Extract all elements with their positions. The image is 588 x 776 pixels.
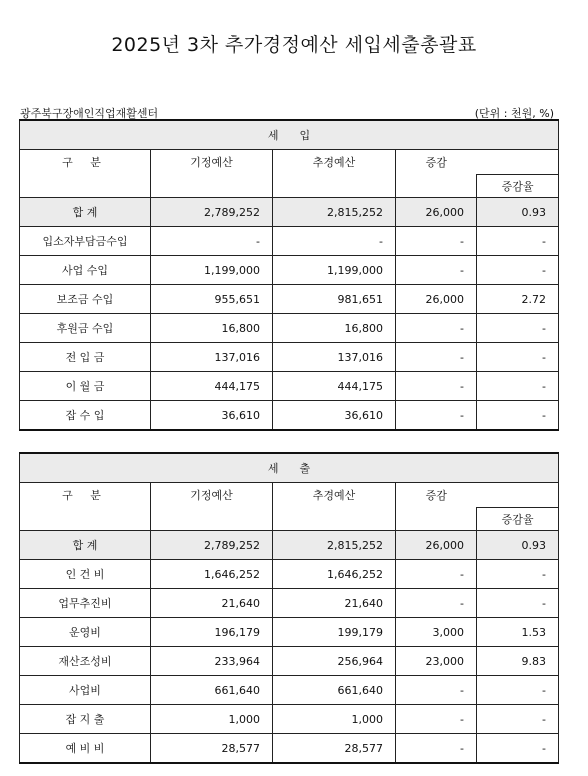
change-cell: -	[396, 343, 477, 372]
revised-budget-cell: 444,175	[273, 372, 396, 401]
change-rate-cell: -	[477, 705, 559, 734]
row-label: 잡 수 입	[20, 401, 151, 431]
change-cell: 3,000	[396, 618, 477, 647]
change-rate-cell: -	[477, 314, 559, 343]
row-label: 이 월 금	[20, 372, 151, 401]
col-header-base: 기정예산	[151, 483, 273, 508]
row-label: 사업비	[20, 676, 151, 705]
change-cell: 26,000	[396, 198, 477, 227]
row-label: 입소자부담금수입	[20, 227, 151, 256]
col-header-change: 증감	[396, 150, 477, 175]
col-header-category: 구 분	[20, 483, 151, 508]
row-label: 전 입 금	[20, 343, 151, 372]
revised-budget-cell: 981,651	[273, 285, 396, 314]
row-label: 합 계	[20, 198, 151, 227]
page-title: 2025년 3차 추가경정예산 세입세출총괄표	[111, 34, 477, 56]
table-row	[20, 256, 559, 285]
row-label: 잡 지 출	[20, 705, 151, 734]
table-row	[20, 676, 559, 705]
revised-budget-cell: 661,640	[273, 676, 396, 705]
organization-name: 광주북구장애인직업재활센터	[20, 105, 158, 123]
change-rate-cell: -	[477, 734, 559, 764]
change-rate-cell: 0.93	[477, 198, 559, 227]
revised-budget-cell: 199,179	[273, 618, 396, 647]
total-row	[20, 531, 559, 560]
table-row	[20, 285, 559, 314]
table-row	[20, 343, 559, 372]
table-row	[20, 314, 559, 343]
row-label: 보조금 수입	[20, 285, 151, 314]
base-budget-cell: -	[151, 227, 273, 256]
change-cell: -	[396, 705, 477, 734]
revised-budget-cell: 28,577	[273, 734, 396, 764]
base-budget-cell: 137,016	[151, 343, 273, 372]
row-label: 재산조성비	[20, 647, 151, 676]
row-label: 사업 수입	[20, 256, 151, 285]
change-rate-cell: -	[477, 676, 559, 705]
revised-budget-cell: 137,016	[273, 343, 396, 372]
revised-budget-cell: 21,640	[273, 589, 396, 618]
row-label: 운영비	[20, 618, 151, 647]
base-budget-cell: 1,646,252	[151, 560, 273, 589]
table-row	[20, 705, 559, 734]
col-header-revised: 추경예산	[273, 483, 396, 508]
col-header-blank	[477, 483, 559, 508]
expenditure-table	[19, 452, 559, 764]
base-budget-cell: 21,640	[151, 589, 273, 618]
base-budget-cell: 2,789,252	[151, 531, 273, 560]
total-row	[20, 198, 559, 227]
base-budget-cell: 36,610	[151, 401, 273, 431]
change-rate-cell: -	[477, 372, 559, 401]
change-cell: 26,000	[396, 285, 477, 314]
change-rate-cell: -	[477, 589, 559, 618]
col-header-rate: 증감율	[477, 175, 559, 198]
change-rate-cell: -	[477, 560, 559, 589]
table-row	[20, 734, 559, 764]
change-cell: -	[396, 401, 477, 431]
base-budget-cell: 661,640	[151, 676, 273, 705]
revenue-table	[19, 119, 559, 431]
change-rate-cell: 0.93	[477, 531, 559, 560]
change-cell: 23,000	[396, 647, 477, 676]
revised-budget-cell: 256,964	[273, 647, 396, 676]
row-label: 업무추진비	[20, 589, 151, 618]
revised-budget-cell: 1,646,252	[273, 560, 396, 589]
change-rate-cell: 1.53	[477, 618, 559, 647]
base-budget-cell: 1,000	[151, 705, 273, 734]
revenue-heading: 세 입	[20, 120, 559, 150]
expenditure-rows	[20, 531, 559, 764]
change-cell: -	[396, 734, 477, 764]
table-row	[20, 560, 559, 589]
change-rate-cell: -	[477, 343, 559, 372]
table-row	[20, 647, 559, 676]
col-header-category: 구 분	[20, 150, 151, 175]
table-row	[20, 227, 559, 256]
col-header-rate: 증감율	[477, 508, 559, 531]
change-cell: -	[396, 560, 477, 589]
revised-budget-cell: 16,800	[273, 314, 396, 343]
revised-budget-cell: 1,000	[273, 705, 396, 734]
base-budget-cell: 1,199,000	[151, 256, 273, 285]
row-label: 합 계	[20, 531, 151, 560]
base-budget-cell: 444,175	[151, 372, 273, 401]
col-header-revised: 추경예산	[273, 150, 396, 175]
change-cell: -	[396, 227, 477, 256]
col-header-change: 증감	[396, 483, 477, 508]
change-cell: 26,000	[396, 531, 477, 560]
table-row	[20, 401, 559, 431]
change-rate-cell: 9.83	[477, 647, 559, 676]
revised-budget-cell: -	[273, 227, 396, 256]
base-budget-cell: 233,964	[151, 647, 273, 676]
revised-budget-cell: 1,199,000	[273, 256, 396, 285]
change-cell: -	[396, 256, 477, 285]
change-rate-cell: 2.72	[477, 285, 559, 314]
row-label: 인 건 비	[20, 560, 151, 589]
base-budget-cell: 2,789,252	[151, 198, 273, 227]
table-row	[20, 372, 559, 401]
change-cell: -	[396, 676, 477, 705]
change-rate-cell: -	[477, 227, 559, 256]
table-row	[20, 589, 559, 618]
change-rate-cell: -	[477, 256, 559, 285]
revised-budget-cell: 36,610	[273, 401, 396, 431]
table-row	[20, 618, 559, 647]
base-budget-cell: 196,179	[151, 618, 273, 647]
revenue-rows	[20, 198, 559, 431]
revised-budget-cell: 2,815,252	[273, 198, 396, 227]
change-cell: -	[396, 372, 477, 401]
unit-note: (단위 : 천원, %)	[474, 107, 554, 120]
col-header-base: 기정예산	[151, 150, 273, 175]
base-budget-cell: 955,651	[151, 285, 273, 314]
base-budget-cell: 16,800	[151, 314, 273, 343]
change-cell: -	[396, 589, 477, 618]
change-cell: -	[396, 314, 477, 343]
col-header-blank	[477, 150, 559, 175]
expenditure-heading: 세 출	[20, 453, 559, 483]
base-budget-cell: 28,577	[151, 734, 273, 764]
row-label: 예 비 비	[20, 734, 151, 764]
revised-budget-cell: 2,815,252	[273, 531, 396, 560]
change-rate-cell: -	[477, 401, 559, 431]
row-label: 후원금 수입	[20, 314, 151, 343]
